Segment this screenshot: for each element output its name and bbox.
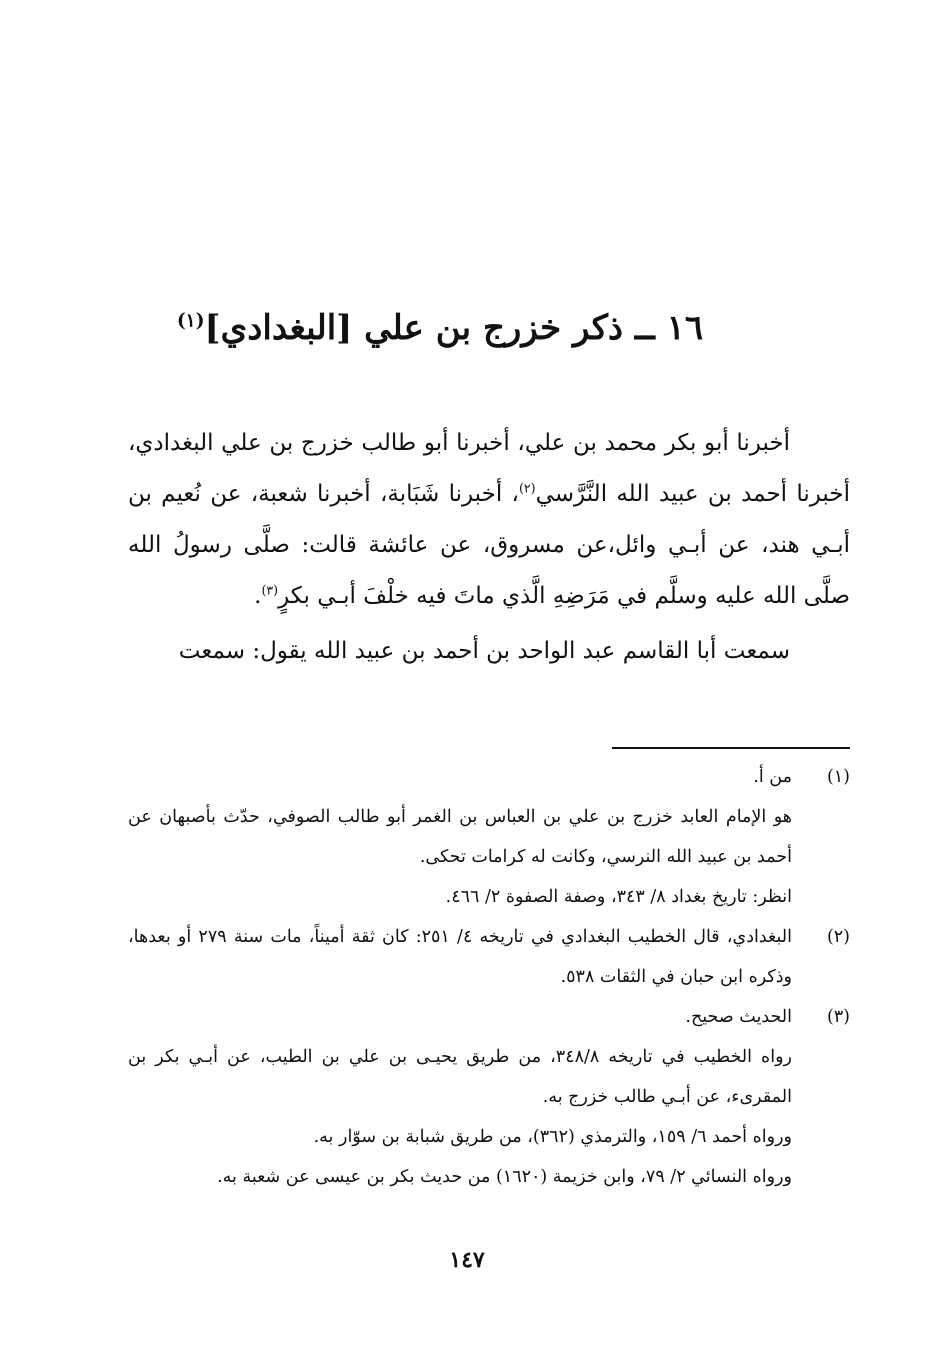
page-number: ١٤٧ bbox=[449, 1247, 485, 1273]
footnote-number: (٣) bbox=[826, 1007, 850, 1027]
footnote-2 bbox=[128, 917, 850, 997]
main-text bbox=[128, 418, 850, 677]
footnote-separator bbox=[612, 747, 850, 749]
paragraph-second: سمعت أبا القاسم عبد الواحد بن أحمد بن عبيد الله يقول: سمعت bbox=[178, 638, 790, 664]
footnote-ref-1: (١) bbox=[176, 309, 205, 332]
footnote-line: انظر: تاريخ بغداد ٨/ ٣٤٣، وصفة الصفوة ٢/ ٤٦٦. bbox=[445, 887, 792, 907]
footnote-number: (٢) bbox=[826, 927, 850, 947]
footnote-line: الحديث صحيح. bbox=[685, 1007, 792, 1027]
footnote-number: (١) bbox=[826, 767, 850, 787]
footnote-3 bbox=[128, 997, 850, 1197]
footnote-ref-3: (٣) bbox=[261, 582, 279, 598]
chapter-title bbox=[120, 298, 760, 358]
footnote-line: هو الإمام العابد خزرج بن علي بن العباس بن الغمر أبو طالب الصوفي، حدّث بأصبهان عن أحمد بن عبيد الله النرسي، وكانت له كرامات تحكى. bbox=[128, 807, 792, 867]
footnote-1 bbox=[128, 757, 850, 917]
footnotes bbox=[128, 757, 850, 1197]
paragraph-hadith bbox=[128, 418, 850, 622]
hadith-chain-part-2: ، أخبرنا شَبَابة، أخبرنا شعبة، عن نُعيم بن أبـي هند، عن أبـي وائل،عن مسروق، عن عائشة قالت: صلَّى رسولُ الله صلَّى الله عليه وسلَّم في مَرَضِهِ الَّذي ماتَ فيه خلْفَ أبـي بكرٍ bbox=[128, 481, 850, 609]
paragraph-end-mark: . bbox=[254, 583, 262, 609]
hadith-chain-part-1: أخبرنا أبو بكر محمد بن علي، أخبرنا أبو طالب خزرج بن علي البغدادي، أخبرنا أحمد بن عبيد الله النَّرَّسي bbox=[128, 430, 850, 507]
chapter-title-text: ١٦ ــ ذكر خزرج بن علي [البغدادي] bbox=[204, 308, 704, 348]
footnote-line: من أ. bbox=[753, 767, 792, 787]
footnote-line: ورواه النسائي ٢/ ٧٩، وابن خزيمة (١٦٢٠) من حديث بكر بن عيسى عن شعبة به. bbox=[217, 1167, 792, 1187]
footnote-line: البغدادي، قال الخطيب البغدادي في تاريخه ٤/ ٢٥١: كان ثقة أميناً، مات سنة ٢٧٩ أو بعدها، وذكره ابن حبان في الثقات ٥٣٨. bbox=[128, 927, 792, 987]
footnote-ref-2: (٢) bbox=[518, 480, 536, 496]
footnote-line: ورواه أحمد ٦/ ١٥٩، والترمذي (٣٦٢)، من طريق شبابة بن سوّار به. bbox=[313, 1127, 792, 1147]
footnote-line: رواه الخطيب في تاريخه ٣٤٨/٨، من طريق يحيـى بن علي بن الطيب، عن أبـي بكر بن المقرىء، عن أبـي طالب خزرج به. bbox=[128, 1047, 792, 1107]
